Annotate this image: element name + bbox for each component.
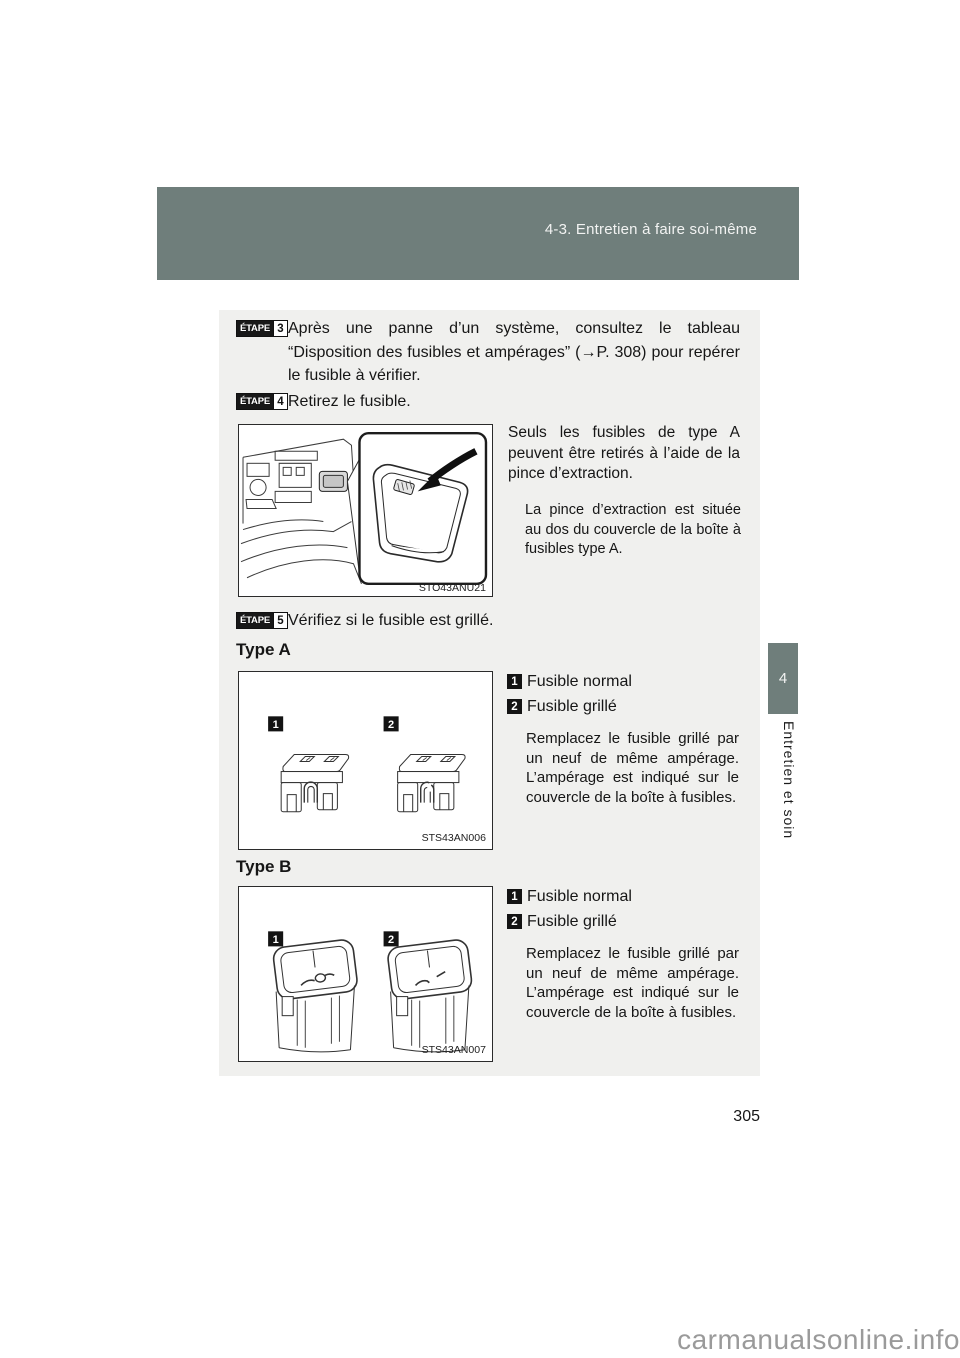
etape-badge-number: 4	[273, 394, 287, 409]
fuse-a-normal-drawing	[281, 754, 348, 811]
type-b-heading: Type B	[236, 857, 292, 876]
legend-item	[507, 909, 632, 934]
type-b-replacement-note: Remplacez le fusible grillé par un neuf de même ampérage. L’ampérage est indiqué sur le couvercle de la boîte à fusibles.	[526, 945, 739, 1021]
legend-label: Fusible normal	[527, 672, 632, 690]
fuse-a-blown-drawing	[398, 754, 465, 811]
type-a-heading: Type A	[236, 640, 291, 659]
chapter-title-vertical: Entretien et soin	[781, 721, 797, 840]
figure-engine-fuse-box	[238, 424, 493, 597]
etape-badge-label: ÉTAPE	[237, 394, 273, 409]
legend-item	[507, 669, 632, 694]
step-5-badge	[236, 612, 288, 630]
etape-badge-label: ÉTAPE	[237, 321, 273, 336]
chapter-number: 4	[778, 670, 788, 687]
engine-sketch	[241, 439, 361, 584]
legend-badge-1: 1	[507, 889, 522, 904]
svg-text:1: 1	[272, 933, 279, 946]
step-5-text: Vérifiez si le fusible est grillé.	[288, 612, 494, 629]
engine-bay-illustration	[239, 425, 492, 596]
type-a-fuses-illustration	[239, 672, 492, 849]
etape-badge-label: ÉTAPE	[237, 613, 273, 628]
step-4-badge	[236, 393, 288, 411]
legend-item	[507, 694, 632, 719]
section-title: 4-3. Entretien à faire soi-même	[544, 221, 757, 238]
figure-caption: STS43AN006	[421, 831, 486, 844]
svg-text:1: 1	[272, 718, 279, 731]
legend-badge-2: 2	[507, 699, 522, 714]
fuse-b-normal-drawing	[272, 939, 358, 1052]
page-number: 305	[733, 1108, 760, 1125]
figure-caption: STO43ANU21	[418, 581, 486, 594]
callout-wedge	[347, 459, 359, 573]
legend-badge-1: 1	[507, 674, 522, 689]
fuse-b-blown-drawing	[387, 939, 473, 1052]
step-3-text: Après une panne d’un système, consultez le tableau “Disposition des fusibles et ampérages” (→P. 308) pour repérer le fusible à vérifier.	[288, 320, 740, 384]
legend-label: Fusible grillé	[527, 697, 617, 715]
watermark: carmanualsonline.info	[677, 1324, 960, 1355]
figure-caption: STS43AN007	[421, 1043, 486, 1056]
type-b-fuses-illustration	[239, 887, 492, 1061]
step-4-text: Retirez le fusible.	[288, 393, 411, 410]
legend-badge-2: 2	[507, 914, 522, 929]
etape-badge-number: 3	[273, 321, 287, 336]
svg-text:2: 2	[388, 933, 395, 946]
figure-type-a	[238, 671, 493, 850]
step-3-badge	[236, 320, 288, 338]
chapter-tab	[768, 643, 798, 714]
etape-badge-number: 5	[273, 613, 287, 628]
fuse-box-in-bay	[319, 471, 347, 491]
legend-label: Fusible grillé	[527, 912, 617, 930]
type-b-legend	[507, 884, 632, 934]
svg-text:2: 2	[388, 718, 395, 731]
type-a-replacement-note: Remplacez le fusible grillé par un neuf de même ampérage. L’ampérage est indiqué sur le couvercle de la boîte à fusibles.	[526, 730, 739, 806]
section-header-band	[157, 187, 799, 280]
figure-type-b	[238, 886, 493, 1062]
legend-item	[507, 884, 632, 909]
lead-text-type-a-only: Seuls les fusibles de type A peuvent être retirés à l’aide de la pince d’extraction.	[508, 424, 740, 482]
type-a-legend	[507, 669, 632, 719]
note-puller-location: La pince d’extraction est située au dos du couvercle de la boîte à fusibles type A.	[525, 502, 741, 557]
legend-label: Fusible normal	[527, 887, 632, 905]
